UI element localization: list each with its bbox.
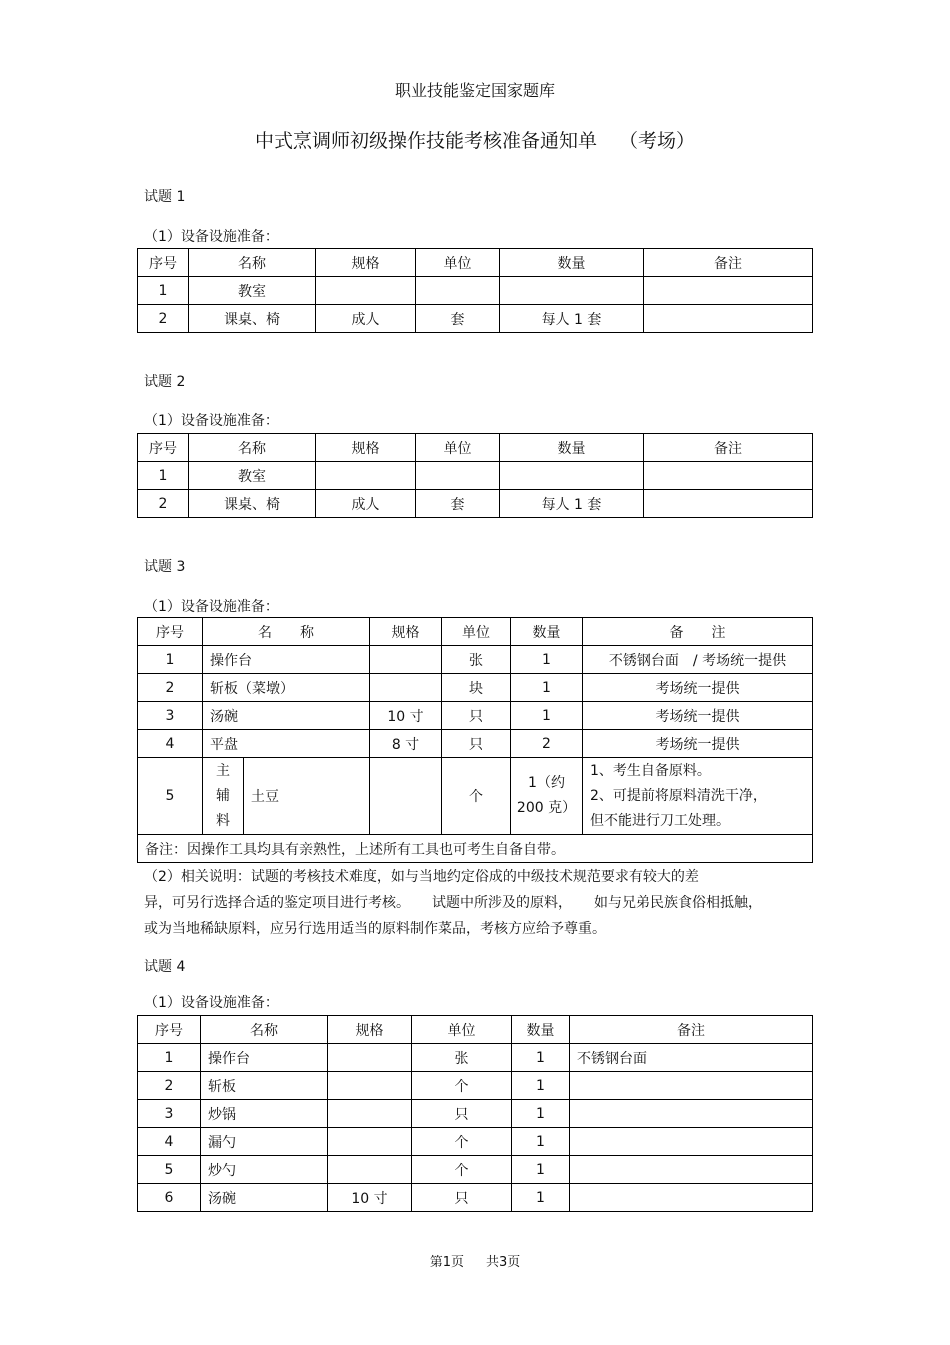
table-cell: 2 — [138, 490, 189, 518]
table-row — [138, 305, 813, 333]
header-cell: 单位 — [416, 249, 500, 277]
header-cell: 规格 — [316, 434, 416, 462]
table-cell: 1 — [512, 1128, 570, 1156]
table-cell: 每人 1 套 — [500, 305, 644, 333]
table-cell: 1 — [511, 646, 583, 674]
table-row — [138, 277, 813, 305]
table-cell: 1 — [512, 1044, 570, 1072]
table-cell: 1 — [512, 1100, 570, 1128]
table-cell: 漏勺 — [201, 1128, 328, 1156]
header-cell: 单位 — [416, 434, 500, 462]
table-cell — [370, 758, 442, 835]
table-header-row — [138, 434, 813, 462]
table-header-row — [138, 618, 813, 646]
category-char: 辅 — [216, 787, 230, 804]
question-4-table — [137, 1015, 813, 1212]
table-cell: 2 — [138, 1072, 201, 1100]
table-cell: 汤碗 — [203, 702, 370, 730]
table-cell — [500, 277, 644, 305]
table-cell: 成人 — [316, 305, 416, 333]
table-cell — [328, 1044, 412, 1072]
table-cell: 套 — [416, 305, 500, 333]
table-cell: 个 — [412, 1072, 512, 1100]
table-cell: 斩板（菜墩） — [203, 674, 370, 702]
category-char: 料 — [216, 812, 230, 829]
table-cell: 1 — [512, 1156, 570, 1184]
table-cell: 个 — [412, 1128, 512, 1156]
table-header-row — [138, 1016, 813, 1044]
note-line: 1、考生自备原料。 — [590, 762, 711, 779]
header-cell: 序号 — [138, 618, 203, 646]
table-row — [138, 702, 813, 730]
table-cell — [570, 1072, 813, 1100]
table-cell: 8 寸 — [370, 730, 442, 758]
header-cell: 数量 — [512, 1016, 570, 1044]
table-cell: 1 — [138, 277, 189, 305]
table-cell: 不锈钢台面 — [570, 1044, 813, 1072]
question-2-table — [137, 433, 813, 518]
table-cell: 汤碗 — [201, 1184, 328, 1212]
category-char: 主 — [216, 762, 230, 779]
table-cell — [316, 277, 416, 305]
table-cell — [416, 462, 500, 490]
table-cell: 1 — [138, 462, 189, 490]
table-cell: 4 — [138, 1128, 201, 1156]
table-row — [138, 1156, 813, 1184]
table-cell: 考场统一提供 — [583, 730, 813, 758]
table-cell — [328, 1100, 412, 1128]
table-cell: 课桌、椅 — [189, 305, 316, 333]
document-header: 职业技能鉴定国家题库 — [394, 81, 555, 100]
table-cell: 4 — [138, 730, 203, 758]
header-cell: 备注 — [570, 1016, 813, 1044]
table-cell: 套 — [416, 490, 500, 518]
table-cell — [570, 1100, 813, 1128]
table-cell: 个 — [412, 1156, 512, 1184]
header-cell: 单位 — [412, 1016, 512, 1044]
question-1-table — [137, 248, 813, 333]
table-cell: 3 — [138, 1100, 201, 1128]
page-number: 第1页 — [429, 1255, 464, 1270]
table-cell: 炒勺 — [201, 1156, 328, 1184]
table-cell: 3 — [138, 702, 203, 730]
table-cell: 1 — [138, 646, 203, 674]
question-4-subheading: （1）设备设施准备： — [144, 995, 279, 1011]
table-cell: 操作台 — [201, 1044, 328, 1072]
page-footer — [0, 1251, 950, 1270]
header-cell: 单位 — [442, 618, 511, 646]
header-cell: 规格 — [370, 618, 442, 646]
table-cell — [500, 462, 644, 490]
table-cell: 考场统一提供 — [583, 702, 813, 730]
paragraph-segment: 试题中所涉及的原料， — [432, 895, 572, 911]
table-cell — [644, 277, 813, 305]
table-row — [138, 490, 813, 518]
table-header-row — [138, 249, 813, 277]
header-cell: 序号 — [138, 249, 189, 277]
table-cell — [570, 1184, 813, 1212]
quantity-cell — [511, 758, 583, 835]
table-row — [138, 758, 813, 835]
table-cell — [370, 646, 442, 674]
table-cell: 1 — [511, 702, 583, 730]
table-cell — [328, 1072, 412, 1100]
header-cell: 名称 — [201, 1016, 328, 1044]
table-cell: 5 — [138, 1156, 201, 1184]
table-cell: 只 — [442, 702, 511, 730]
header-cell: 名称 — [189, 249, 316, 277]
paragraph-segment: 如与兄弟民族食俗相抵触， — [594, 895, 762, 911]
table-cell: 10 寸 — [328, 1184, 412, 1212]
page-total: 共3页 — [486, 1255, 521, 1270]
table-cell: 土豆 — [244, 758, 370, 835]
related-notes-paragraph — [144, 864, 824, 942]
quantity-line: 1（约 — [528, 775, 565, 791]
table-cell — [328, 1128, 412, 1156]
table-cell — [644, 305, 813, 333]
note-line: 但不能进行刀工处理。 — [590, 812, 730, 829]
table-row — [138, 462, 813, 490]
table-cell — [416, 277, 500, 305]
table-cell: 不锈钢台面 / 考场统一提供 — [583, 646, 813, 674]
header-cell: 数量 — [500, 249, 644, 277]
table-cell: 5 — [138, 758, 203, 835]
table-cell: 教室 — [189, 277, 316, 305]
header-cell: 数量 — [500, 434, 644, 462]
table-cell: 块 — [442, 674, 511, 702]
question-3-subheading: （1）设备设施准备： — [144, 599, 279, 615]
table-cell: 只 — [442, 730, 511, 758]
paragraph-line: 或为当地稀缺原料，应另行选用适当的原料制作菜品，考核方应给予尊重。 — [144, 921, 606, 937]
table-cell — [644, 462, 813, 490]
question-1-subheading: （1）设备设施准备： — [144, 229, 279, 245]
page-title — [0, 126, 950, 153]
remark-cell: 备注：因操作工具均具有亲熟性，上述所有工具也可考生自备自带。 — [138, 835, 813, 863]
question-1-label: 试题 1 — [144, 189, 186, 205]
title-suffix: （考场） — [619, 130, 696, 152]
table-cell: 斩板 — [201, 1072, 328, 1100]
question-2-label: 试题 2 — [144, 374, 186, 390]
question-4-label: 试题 4 — [144, 959, 186, 975]
paragraph-line: （2）相关说明：试题的考核技术难度，如与当地约定俗成的中级技术规范要求有较大的差 — [144, 869, 699, 885]
table-cell: 2 — [511, 730, 583, 758]
table-cell: 教室 — [189, 462, 316, 490]
table-cell: 课桌、椅 — [189, 490, 316, 518]
table-cell: 每人 1 套 — [500, 490, 644, 518]
table-row — [138, 1128, 813, 1156]
table-row — [138, 730, 813, 758]
notes-cell — [583, 758, 813, 835]
header-cell: 序号 — [138, 1016, 201, 1044]
table-cell: 炒锅 — [201, 1100, 328, 1128]
table-cell: 1 — [511, 674, 583, 702]
table-cell: 2 — [138, 674, 203, 702]
table-cell: 张 — [412, 1044, 512, 1072]
question-2-subheading: （1）设备设施准备： — [144, 413, 279, 429]
table-cell: 只 — [412, 1100, 512, 1128]
header-cell: 名 称 — [203, 618, 370, 646]
table-cell: 成人 — [316, 490, 416, 518]
table-cell: 考场统一提供 — [583, 674, 813, 702]
table-cell — [644, 490, 813, 518]
table-cell: 只 — [412, 1184, 512, 1212]
table-row — [138, 1044, 813, 1072]
header-cell: 序号 — [138, 434, 189, 462]
title-main: 中式烹调师初级操作技能考核准备通知单 — [254, 130, 597, 152]
question-3-label: 试题 3 — [144, 559, 186, 575]
table-cell — [328, 1156, 412, 1184]
header-cell: 规格 — [328, 1016, 412, 1044]
table-cell: 个 — [442, 758, 511, 835]
table-cell — [316, 462, 416, 490]
ingredient-category-cell — [203, 758, 244, 835]
table-cell: 1 — [512, 1184, 570, 1212]
table-cell — [370, 674, 442, 702]
table-row — [138, 835, 813, 863]
header-cell: 备 注 — [583, 618, 813, 646]
header-cell: 名称 — [189, 434, 316, 462]
table-cell: 平盘 — [203, 730, 370, 758]
header-cell: 备注 — [644, 249, 813, 277]
table-cell: 6 — [138, 1184, 201, 1212]
table-row — [138, 1100, 813, 1128]
table-row — [138, 646, 813, 674]
table-row — [138, 674, 813, 702]
paragraph-line — [144, 890, 824, 916]
header-cell: 规格 — [316, 249, 416, 277]
table-cell: 1 — [512, 1072, 570, 1100]
paragraph-segment: 异，可另行选择合适的鉴定项目进行考核。 — [144, 895, 410, 911]
question-3-table — [137, 617, 813, 863]
table-row — [138, 1072, 813, 1100]
table-cell: 操作台 — [203, 646, 370, 674]
note-line: 2、可提前将原料清洗干净， — [590, 787, 767, 804]
table-cell: 1 — [138, 1044, 201, 1072]
table-row — [138, 1184, 813, 1212]
table-cell — [570, 1156, 813, 1184]
table-cell: 2 — [138, 305, 189, 333]
header-cell: 数量 — [511, 618, 583, 646]
table-cell: 张 — [442, 646, 511, 674]
quantity-line: 200 克） — [516, 800, 577, 816]
table-cell — [570, 1128, 813, 1156]
table-cell: 10 寸 — [370, 702, 442, 730]
header-cell: 备注 — [644, 434, 813, 462]
